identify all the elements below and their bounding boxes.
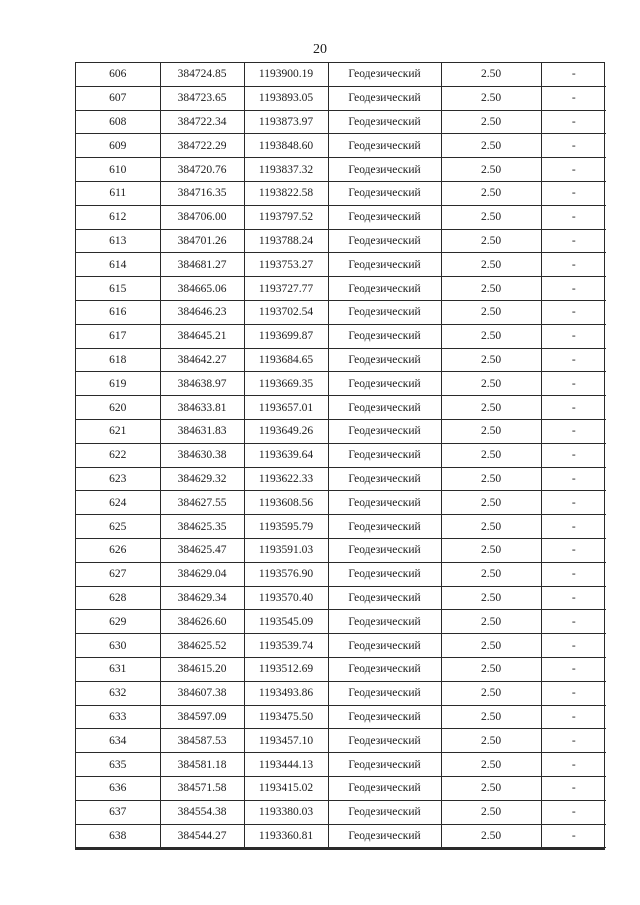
- note-cell: -: [541, 300, 606, 324]
- y-coordinate-cell: 1193684.65: [244, 348, 328, 372]
- method-cell: Геодезический: [328, 705, 441, 729]
- method-cell: Геодезический: [328, 300, 441, 324]
- y-coordinate-cell: 1193702.54: [244, 300, 328, 324]
- point-number-cell: 622: [76, 443, 160, 467]
- accuracy-cell: 2.50: [441, 491, 541, 515]
- note-cell: -: [541, 705, 606, 729]
- point-number-cell: 617: [76, 324, 160, 348]
- y-coordinate-cell: 1193475.50: [244, 705, 328, 729]
- coordinates-table-container: [75, 62, 605, 850]
- method-cell: Геодезический: [328, 372, 441, 396]
- note-cell: -: [541, 538, 606, 562]
- method-cell: Геодезический: [328, 396, 441, 420]
- note-cell: -: [541, 324, 606, 348]
- point-number-cell: 618: [76, 348, 160, 372]
- x-coordinate-cell: 384597.09: [160, 705, 244, 729]
- method-cell: Геодезический: [328, 86, 441, 110]
- point-number-cell: 608: [76, 110, 160, 134]
- method-cell: Геодезический: [328, 729, 441, 753]
- x-coordinate-cell: 384723.65: [160, 86, 244, 110]
- table-row: [76, 824, 606, 848]
- note-cell: -: [541, 681, 606, 705]
- note-cell: -: [541, 253, 606, 277]
- method-cell: Геодезический: [328, 324, 441, 348]
- accuracy-cell: 2.50: [441, 705, 541, 729]
- accuracy-cell: 2.50: [441, 562, 541, 586]
- x-coordinate-cell: 384645.21: [160, 324, 244, 348]
- point-number-cell: 624: [76, 491, 160, 515]
- point-number-cell: 613: [76, 229, 160, 253]
- note-cell: -: [541, 86, 606, 110]
- point-number-cell: 636: [76, 776, 160, 800]
- point-number-cell: 630: [76, 634, 160, 658]
- x-coordinate-cell: 384720.76: [160, 158, 244, 182]
- method-cell: Геодезический: [328, 205, 441, 229]
- table-row: [76, 419, 606, 443]
- method-cell: Геодезический: [328, 443, 441, 467]
- accuracy-cell: 2.50: [441, 634, 541, 658]
- y-coordinate-cell: 1193669.35: [244, 372, 328, 396]
- method-cell: Геодезический: [328, 158, 441, 182]
- x-coordinate-cell: 384581.18: [160, 753, 244, 777]
- table-row: [76, 586, 606, 610]
- note-cell: -: [541, 729, 606, 753]
- x-coordinate-cell: 384554.38: [160, 800, 244, 824]
- accuracy-cell: 2.50: [441, 657, 541, 681]
- table-row: [76, 467, 606, 491]
- note-cell: -: [541, 63, 606, 86]
- method-cell: Геодезический: [328, 467, 441, 491]
- point-number-cell: 606: [76, 63, 160, 86]
- x-coordinate-cell: 384626.60: [160, 610, 244, 634]
- point-number-cell: 619: [76, 372, 160, 396]
- accuracy-cell: 2.50: [441, 277, 541, 301]
- table-row: [76, 63, 606, 86]
- x-coordinate-cell: 384642.27: [160, 348, 244, 372]
- x-coordinate-cell: 384722.29: [160, 134, 244, 158]
- x-coordinate-cell: 384706.00: [160, 205, 244, 229]
- method-cell: Геодезический: [328, 634, 441, 658]
- note-cell: -: [541, 824, 606, 848]
- y-coordinate-cell: 1193415.02: [244, 776, 328, 800]
- accuracy-cell: 2.50: [441, 467, 541, 491]
- method-cell: Геодезический: [328, 181, 441, 205]
- method-cell: Геодезический: [328, 753, 441, 777]
- point-number-cell: 620: [76, 396, 160, 420]
- note-cell: -: [541, 800, 606, 824]
- y-coordinate-cell: 1193360.81: [244, 824, 328, 848]
- note-cell: -: [541, 776, 606, 800]
- method-cell: Геодезический: [328, 562, 441, 586]
- point-number-cell: 615: [76, 277, 160, 301]
- table-row: [76, 181, 606, 205]
- accuracy-cell: 2.50: [441, 776, 541, 800]
- x-coordinate-cell: 384615.20: [160, 657, 244, 681]
- point-number-cell: 638: [76, 824, 160, 848]
- x-coordinate-cell: 384631.83: [160, 419, 244, 443]
- y-coordinate-cell: 1193576.90: [244, 562, 328, 586]
- x-coordinate-cell: 384571.58: [160, 776, 244, 800]
- accuracy-cell: 2.50: [441, 610, 541, 634]
- note-cell: -: [541, 396, 606, 420]
- y-coordinate-cell: 1193591.03: [244, 538, 328, 562]
- method-cell: Геодезический: [328, 253, 441, 277]
- accuracy-cell: 2.50: [441, 800, 541, 824]
- accuracy-cell: 2.50: [441, 205, 541, 229]
- table-row: [76, 681, 606, 705]
- x-coordinate-cell: 384544.27: [160, 824, 244, 848]
- point-number-cell: 623: [76, 467, 160, 491]
- accuracy-cell: 2.50: [441, 86, 541, 110]
- point-number-cell: 632: [76, 681, 160, 705]
- accuracy-cell: 2.50: [441, 348, 541, 372]
- note-cell: -: [541, 277, 606, 301]
- accuracy-cell: 2.50: [441, 753, 541, 777]
- point-number-cell: 625: [76, 515, 160, 539]
- y-coordinate-cell: 1193444.13: [244, 753, 328, 777]
- point-number-cell: 631: [76, 657, 160, 681]
- y-coordinate-cell: 1193570.40: [244, 586, 328, 610]
- note-cell: -: [541, 491, 606, 515]
- table-row: [76, 776, 606, 800]
- table-row: [76, 110, 606, 134]
- method-cell: Геодезический: [328, 134, 441, 158]
- table-row: [76, 705, 606, 729]
- accuracy-cell: 2.50: [441, 134, 541, 158]
- x-coordinate-cell: 384716.35: [160, 181, 244, 205]
- coordinates-table: [76, 63, 606, 848]
- y-coordinate-cell: 1193788.24: [244, 229, 328, 253]
- method-cell: Геодезический: [328, 491, 441, 515]
- table-row: [76, 229, 606, 253]
- x-coordinate-cell: 384629.34: [160, 586, 244, 610]
- point-number-cell: 637: [76, 800, 160, 824]
- table-row: [76, 86, 606, 110]
- note-cell: -: [541, 610, 606, 634]
- table-row: [76, 634, 606, 658]
- x-coordinate-cell: 384646.23: [160, 300, 244, 324]
- coordinates-table-body: [76, 63, 606, 848]
- x-coordinate-cell: 384681.27: [160, 253, 244, 277]
- method-cell: Геодезический: [328, 657, 441, 681]
- accuracy-cell: 2.50: [441, 110, 541, 134]
- point-number-cell: 614: [76, 253, 160, 277]
- table-row: [76, 396, 606, 420]
- accuracy-cell: 2.50: [441, 681, 541, 705]
- note-cell: -: [541, 586, 606, 610]
- note-cell: -: [541, 205, 606, 229]
- point-number-cell: 627: [76, 562, 160, 586]
- note-cell: -: [541, 158, 606, 182]
- note-cell: -: [541, 181, 606, 205]
- table-row: [76, 158, 606, 182]
- y-coordinate-cell: 1193699.87: [244, 324, 328, 348]
- method-cell: Геодезический: [328, 110, 441, 134]
- y-coordinate-cell: 1193639.64: [244, 443, 328, 467]
- page-number: 20: [313, 42, 327, 57]
- y-coordinate-cell: 1193539.74: [244, 634, 328, 658]
- y-coordinate-cell: 1193900.19: [244, 63, 328, 86]
- method-cell: Геодезический: [328, 824, 441, 848]
- note-cell: -: [541, 110, 606, 134]
- table-row: [76, 324, 606, 348]
- note-cell: -: [541, 634, 606, 658]
- x-coordinate-cell: 384638.97: [160, 372, 244, 396]
- accuracy-cell: 2.50: [441, 253, 541, 277]
- point-number-cell: 612: [76, 205, 160, 229]
- method-cell: Геодезический: [328, 776, 441, 800]
- y-coordinate-cell: 1193595.79: [244, 515, 328, 539]
- y-coordinate-cell: 1193380.03: [244, 800, 328, 824]
- table-row: [76, 610, 606, 634]
- accuracy-cell: 2.50: [441, 181, 541, 205]
- table-row: [76, 657, 606, 681]
- point-number-cell: 635: [76, 753, 160, 777]
- y-coordinate-cell: 1193893.05: [244, 86, 328, 110]
- point-number-cell: 621: [76, 419, 160, 443]
- accuracy-cell: 2.50: [441, 419, 541, 443]
- table-row: [76, 538, 606, 562]
- table-row: [76, 729, 606, 753]
- y-coordinate-cell: 1193753.27: [244, 253, 328, 277]
- accuracy-cell: 2.50: [441, 729, 541, 753]
- note-cell: -: [541, 443, 606, 467]
- y-coordinate-cell: 1193797.52: [244, 205, 328, 229]
- method-cell: Геодезический: [328, 681, 441, 705]
- method-cell: Геодезический: [328, 229, 441, 253]
- point-number-cell: 633: [76, 705, 160, 729]
- x-coordinate-cell: 384724.85: [160, 63, 244, 86]
- method-cell: Геодезический: [328, 538, 441, 562]
- y-coordinate-cell: 1193727.77: [244, 277, 328, 301]
- method-cell: Геодезический: [328, 586, 441, 610]
- y-coordinate-cell: 1193512.69: [244, 657, 328, 681]
- x-coordinate-cell: 384625.35: [160, 515, 244, 539]
- table-row: [76, 253, 606, 277]
- table-row: [76, 491, 606, 515]
- x-coordinate-cell: 384665.06: [160, 277, 244, 301]
- y-coordinate-cell: 1193457.10: [244, 729, 328, 753]
- y-coordinate-cell: 1193657.01: [244, 396, 328, 420]
- y-coordinate-cell: 1193873.97: [244, 110, 328, 134]
- note-cell: -: [541, 515, 606, 539]
- point-number-cell: 626: [76, 538, 160, 562]
- x-coordinate-cell: 384722.34: [160, 110, 244, 134]
- x-coordinate-cell: 384630.38: [160, 443, 244, 467]
- note-cell: -: [541, 467, 606, 491]
- accuracy-cell: 2.50: [441, 586, 541, 610]
- note-cell: -: [541, 419, 606, 443]
- point-number-cell: 607: [76, 86, 160, 110]
- point-number-cell: 610: [76, 158, 160, 182]
- table-row: [76, 348, 606, 372]
- x-coordinate-cell: 384625.52: [160, 634, 244, 658]
- table-row: [76, 300, 606, 324]
- point-number-cell: 629: [76, 610, 160, 634]
- x-coordinate-cell: 384633.81: [160, 396, 244, 420]
- table-row: [76, 443, 606, 467]
- x-coordinate-cell: 384629.04: [160, 562, 244, 586]
- note-cell: -: [541, 562, 606, 586]
- accuracy-cell: 2.50: [441, 824, 541, 848]
- accuracy-cell: 2.50: [441, 515, 541, 539]
- y-coordinate-cell: 1193848.60: [244, 134, 328, 158]
- method-cell: Геодезический: [328, 515, 441, 539]
- method-cell: Геодезический: [328, 419, 441, 443]
- y-coordinate-cell: 1193837.32: [244, 158, 328, 182]
- note-cell: -: [541, 657, 606, 681]
- accuracy-cell: 2.50: [441, 229, 541, 253]
- y-coordinate-cell: 1193649.26: [244, 419, 328, 443]
- accuracy-cell: 2.50: [441, 324, 541, 348]
- table-row: [76, 753, 606, 777]
- method-cell: Геодезический: [328, 610, 441, 634]
- table-row: [76, 372, 606, 396]
- accuracy-cell: 2.50: [441, 372, 541, 396]
- note-cell: -: [541, 348, 606, 372]
- x-coordinate-cell: 384701.26: [160, 229, 244, 253]
- table-row: [76, 205, 606, 229]
- y-coordinate-cell: 1193822.58: [244, 181, 328, 205]
- method-cell: Геодезический: [328, 277, 441, 301]
- y-coordinate-cell: 1193545.09: [244, 610, 328, 634]
- x-coordinate-cell: 384587.53: [160, 729, 244, 753]
- table-row: [76, 515, 606, 539]
- note-cell: -: [541, 229, 606, 253]
- x-coordinate-cell: 384627.55: [160, 491, 244, 515]
- accuracy-cell: 2.50: [441, 396, 541, 420]
- table-row: [76, 800, 606, 824]
- y-coordinate-cell: 1193608.56: [244, 491, 328, 515]
- accuracy-cell: 2.50: [441, 158, 541, 182]
- note-cell: -: [541, 753, 606, 777]
- table-row: [76, 134, 606, 158]
- y-coordinate-cell: 1193493.86: [244, 681, 328, 705]
- y-coordinate-cell: 1193622.33: [244, 467, 328, 491]
- accuracy-cell: 2.50: [441, 63, 541, 86]
- method-cell: Геодезический: [328, 348, 441, 372]
- accuracy-cell: 2.50: [441, 443, 541, 467]
- point-number-cell: 609: [76, 134, 160, 158]
- method-cell: Геодезический: [328, 800, 441, 824]
- point-number-cell: 611: [76, 181, 160, 205]
- note-cell: -: [541, 372, 606, 396]
- note-cell: -: [541, 134, 606, 158]
- x-coordinate-cell: 384607.38: [160, 681, 244, 705]
- table-row: [76, 562, 606, 586]
- accuracy-cell: 2.50: [441, 300, 541, 324]
- table-row: [76, 277, 606, 301]
- x-coordinate-cell: 384625.47: [160, 538, 244, 562]
- point-number-cell: 616: [76, 300, 160, 324]
- x-coordinate-cell: 384629.32: [160, 467, 244, 491]
- point-number-cell: 628: [76, 586, 160, 610]
- accuracy-cell: 2.50: [441, 538, 541, 562]
- method-cell: Геодезический: [328, 63, 441, 86]
- point-number-cell: 634: [76, 729, 160, 753]
